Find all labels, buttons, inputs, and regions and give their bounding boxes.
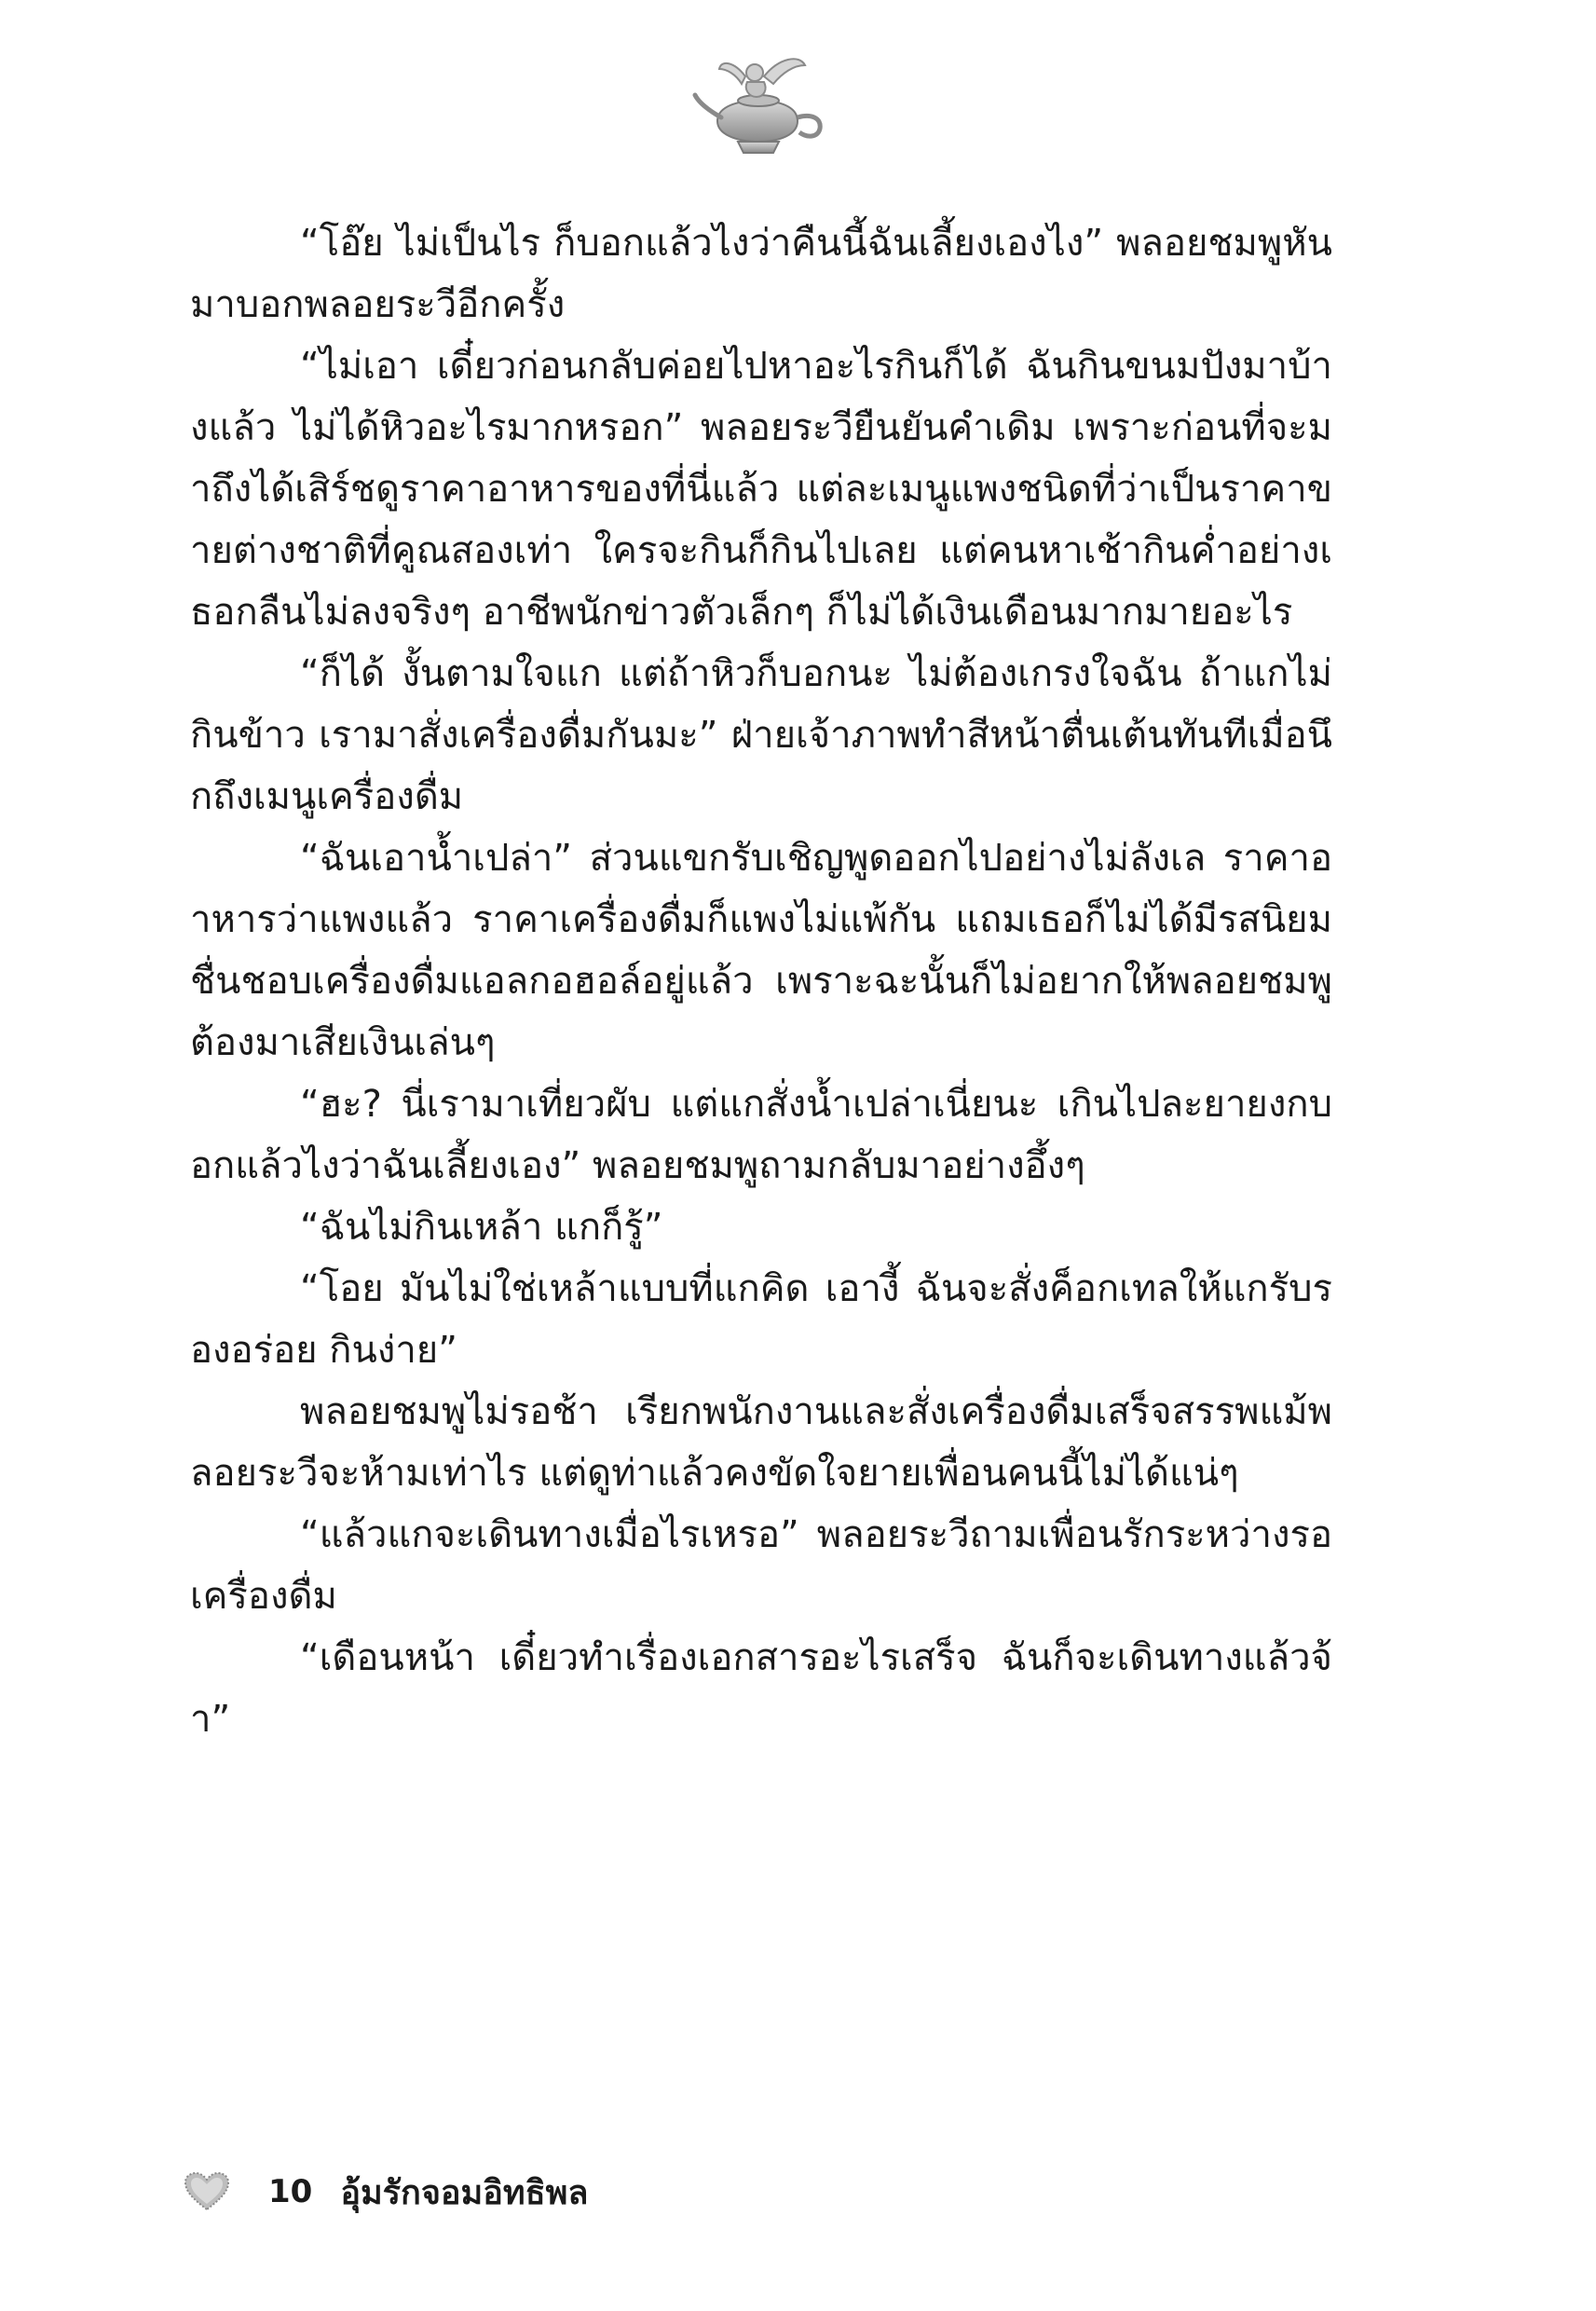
paragraph: “โอ๊ย ไม่เป็นไร ก็บอกแล้วไงว่าคืนนี้ฉันเลี้ยงเองไง” พลอยชมพูหันมาบอกพลอยระวีอีกครั้ง <box>190 222 1332 326</box>
paragraph: “ไม่เอา เดี๋ยวก่อนกลับค่อยไปหาอะไรกินก็ได้ ฉันกินขนมปังมาบ้างแล้ว ไม่ได้หิวอะไรมากหรอก” พลอยระวียืนยันคำเดิม เพราะก่อนที่จะมาถึงได้เสิร์ชดูราคาอาหารของที่นี่แล้ว แต่ละเมนูแพงชนิดที่ว่าเป็นราคาขายต่างชาติที่คูณสองเท่า ใครจะกินก็กินไปเลย แต่คนหาเช้ากินค่ำอย่างเธอกลืนไม่ลงจริงๆ อาชีพนักข่าวตัวเล็กๆ ก็ไม่ได้เงินเดือนมากมายอะไร <box>190 345 1332 634</box>
paragraph: พลอยชมพูไม่รอช้า เรียกพนักงานและสั่งเครื่องดื่มเสร็จสรรพแม้พลอยระวีจะห้ามเท่าไร แต่ดูท่าแล้วคงขัดใจยายเพื่อนคนนี้ไม่ได้แน่ๆ <box>190 1390 1332 1495</box>
paragraph: “ฉันเอาน้ำเปล่า” ส่วนแขกรับเชิญพูดออกไปอย่างไม่ลังเล ราคาอาหารว่าแพงแล้ว ราคาเครื่องดื่มก็แพงไม่แพ้กัน แถมเธอก็ไม่ได้มีรสนิยมชื่นชอบเครื่องดื่มแอลกอฮอล์อยู่แล้ว เพราะฉะนั้นก็ไม่อยากให้พลอยชมพูต้องมาเสียเงินเล่นๆ <box>190 837 1332 1064</box>
cupid-teapot-ornament-icon <box>689 48 829 160</box>
body-text <box>190 212 1332 1750</box>
page-number: 10 <box>268 2173 313 2210</box>
heart-icon <box>183 2170 231 2213</box>
paragraph: “ฮะ? นี่เรามาเที่ยวผับ แต่แกสั่งน้ำเปล่าเนี่ยนะ เกินไปละยายงกบอกแล้วไงว่าฉันเลี้ยงเอง” พลอยชมพูถามกลับมาอย่างอึ้งๆ <box>190 1083 1332 1187</box>
paragraph: “ก็ได้ งั้นตามใจแก แต่ถ้าหิวก็บอกนะ ไม่ต้องเกรงใจฉัน ถ้าแกไม่กินข้าว เรามาสั่งเครื่องดื่มกันมะ” ฝ่ายเจ้าภาพทำสีหน้าตื่นเต้นทันทีเมื่อนึกถึงเมนูเครื่องดื่ม <box>190 652 1332 818</box>
book-title: อุ้มรักจอมอิทธิพล <box>340 2173 589 2212</box>
page-footer <box>183 2164 588 2220</box>
paragraph: “ฉันไม่กินเหล้า แกก็รู้” <box>300 1206 663 1249</box>
paragraph: “เดือนหน้า เดี๋ยวทำเรื่องเอกสารอะไรเสร็จ ฉันก็จะเดินทางแล้วจ้า” <box>190 1636 1332 1741</box>
paragraph: “โอย มันไม่ใช่เหล้าแบบที่แกคิด เอางี้ ฉันจะสั่งค็อกเทลให้แกรับรองอร่อย กินง่าย” <box>190 1267 1332 1372</box>
paragraph: “แล้วแกจะเดินทางเมื่อไรเหรอ” พลอยระวีถามเพื่อนรักระหว่างรอเครื่องดื่ม <box>190 1513 1332 1618</box>
